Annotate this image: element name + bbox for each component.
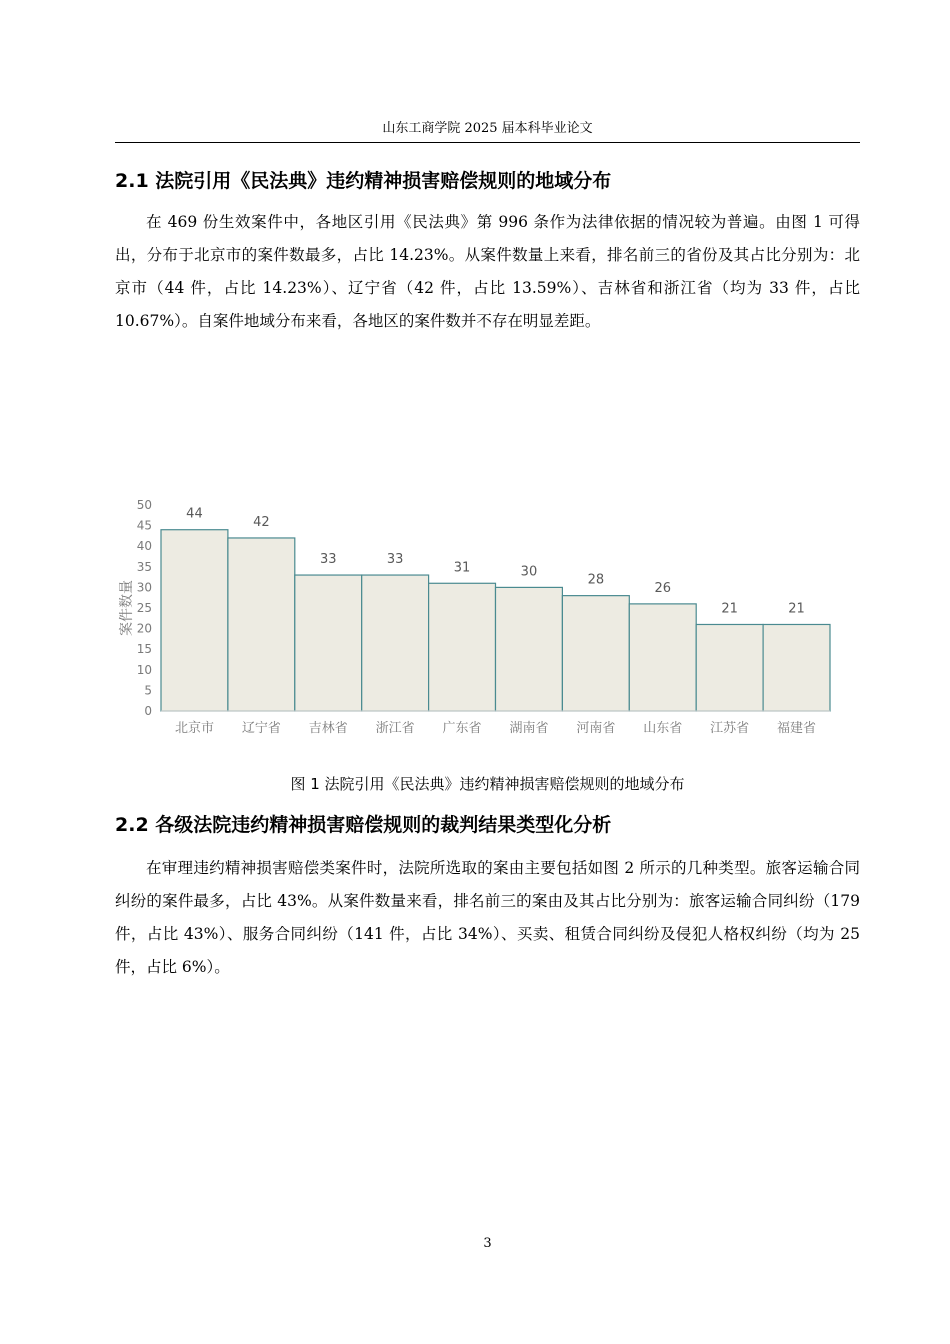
- section-2-2-paragraph: 在审理违约精神损害赔偿类案件时，法院所选取的案由主要包括如图 2 所示的几种类型。旅客运输合同纠纷的案件最多，占比 43%。从案件数量来看，排名前三的案由及其占比分别为：旅客运输合同纠纷（179 件，占比 43%）、服务合同纠纷（141 件，占比 34%）、买卖、租赁合同纠纷及侵犯人格权纠纷（均为 25 件，占比 6%）。: [115, 859, 860, 976]
- y-tick-label: 40: [136, 539, 152, 554]
- bar-广东省: [429, 583, 496, 711]
- section-2-1-paragraph: 在 469 份生效案件中，各地区引用《民法典》第 996 条作为法律依据的情况较为普遍。由图 1 可得出，分布于北京市的案件数最多，占比 14.23%。从案件数量上来看，排名前三的省份及其占比分别为：北京市（44 件，占比 14.23%）、辽宁省（42 件，占比 13.59%）、吉林省和浙江省（均为 33 件，占比 10.67%）。自案件地域分布来看，各地区的案件数并不存在明显差距。: [115, 213, 860, 330]
- bar-北京市: [161, 530, 228, 711]
- x-category-label: 江苏省: [710, 721, 750, 736]
- header-rule: [115, 142, 860, 143]
- y-axis-title: 案件数量: [119, 580, 135, 636]
- y-tick-label: 15: [136, 642, 152, 657]
- x-category-label: 吉林省: [308, 721, 348, 736]
- bar-value-label: 28: [587, 572, 605, 588]
- bar-福建省: [763, 624, 830, 711]
- x-category-label: 辽宁省: [241, 721, 281, 736]
- page-number: 3: [483, 1236, 492, 1251]
- bar-value-label: 21: [721, 601, 738, 617]
- bar-吉林省: [295, 575, 362, 711]
- y-tick-label: 45: [136, 518, 152, 533]
- x-category-label: 北京市: [174, 721, 214, 736]
- y-tick-label: 30: [136, 580, 152, 595]
- x-category-label: 山东省: [643, 721, 683, 736]
- y-tick-label: 35: [136, 559, 152, 574]
- section-2-1-heading: 2.1 法院引用《民法典》违约精神损害赔偿规则的地域分布: [115, 170, 612, 192]
- x-category-label: 河南省: [576, 721, 616, 736]
- section-2-2-heading: 2.2 各级法院违约精神损害赔偿规则的裁判结果类型化分析: [115, 814, 612, 836]
- y-tick-label: 25: [136, 601, 152, 615]
- figure-1-caption: 图 1 法院引用《民法典》违约精神损害赔偿规则的地域分布: [290, 775, 685, 793]
- x-category-label: 福建省: [777, 721, 817, 736]
- x-category-label: 广东省: [442, 721, 482, 736]
- bar-辽宁省: [228, 538, 295, 711]
- bar-江苏省: [696, 624, 763, 711]
- bar-value-label: 33: [386, 552, 404, 568]
- bar-value-label: 42: [253, 514, 270, 530]
- x-category-label: 浙江省: [375, 721, 415, 736]
- y-tick-label: 0: [144, 704, 152, 718]
- bar-value-label: 31: [453, 560, 471, 576]
- y-tick-label: 20: [136, 621, 152, 636]
- x-category-label: 湖南省: [509, 721, 549, 736]
- bar-value-label: 33: [319, 552, 337, 568]
- y-tick-label: 5: [144, 683, 152, 698]
- bar-value-label: 21: [788, 601, 805, 617]
- page-header: 山东工商学院 2025 届本科毕业论文: [382, 121, 593, 136]
- bar-湖南省: [496, 587, 563, 711]
- bar-value-label: 30: [520, 564, 538, 580]
- bar-value-label: 26: [654, 580, 672, 596]
- y-tick-label: 10: [136, 662, 152, 677]
- bar-value-label: 44: [186, 506, 203, 522]
- bar-浙江省: [362, 575, 429, 711]
- bar-河南省: [562, 596, 629, 711]
- region-distribution-bar-chart: [110, 490, 850, 745]
- y-tick-label: 50: [136, 498, 152, 512]
- bar-山东省: [629, 604, 696, 711]
